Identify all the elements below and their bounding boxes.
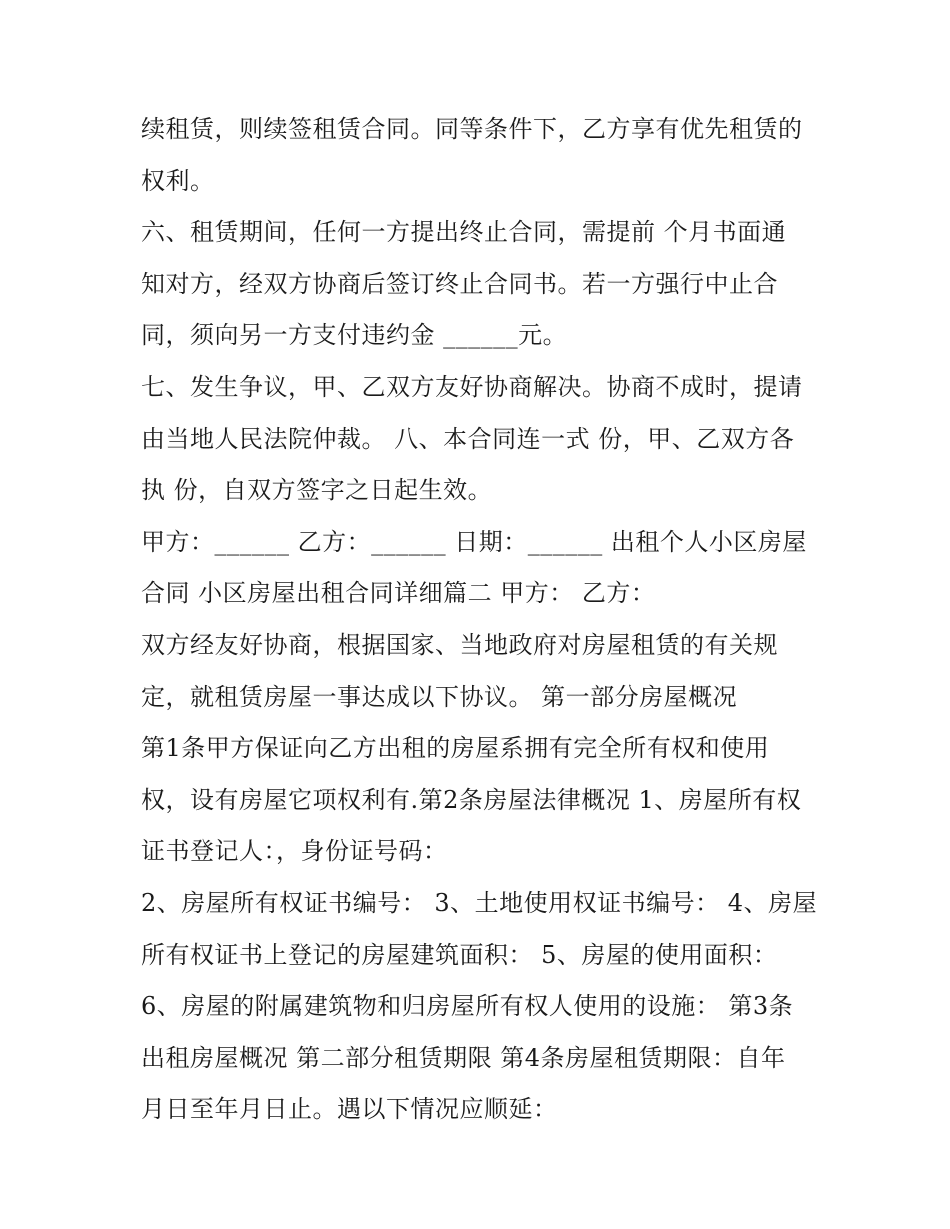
signature-line: 甲方：______ 乙方：______ 日期：______ 出租个人小区房屋	[141, 527, 807, 556]
text-line: 6、房屋的附属建筑物和归房屋所有权人使用的设施： 第3条	[141, 992, 794, 1021]
text-line: 双方经友好协商，根据国家、当地政府对房屋租赁的有关规	[141, 630, 778, 659]
text-line: 合同 小区房屋出租合同详细篇二 甲方： 乙方：	[141, 579, 656, 608]
text-line: 七、发生争议，甲、乙双方友好协商解决。协商不成时，提请	[141, 372, 803, 401]
text-line: 所有权证书上登记的房屋建筑面积： 5、房屋的使用面积：	[141, 940, 778, 969]
text-line: 权利。	[141, 166, 215, 195]
text-line: 第1条甲方保证向乙方出租的房屋系拥有完全所有权和使用	[141, 734, 770, 763]
document-body	[141, 104, 821, 1136]
text-line: 月日至年月日止。遇以下情况应顺延：	[141, 1095, 558, 1124]
text-line: 证书登记人：，身份证号码：	[141, 837, 448, 866]
text-line: 执 份，自双方签字之日起生效。	[141, 476, 493, 505]
text-line: 权，设有房屋它项权利有.第2条房屋法律概况 1、房屋所有权	[141, 785, 802, 814]
text-line: 2、房屋所有权证书编号： 3、土地使用权证书编号： 4、房屋	[141, 888, 818, 917]
text-line: 同，须向另一方支付违约金 ______元。	[141, 321, 568, 350]
text-line: 六、租赁期间，任何一方提出终止合同，需提前 个月书面通	[141, 218, 787, 247]
text-line: 续租赁，则续签租赁合同。同等条件下，乙方享有优先租赁的	[141, 115, 803, 143]
text-line: 出租房屋概况 第二部分租赁期限 第4条房屋租赁期限：自年	[141, 1043, 786, 1072]
text-line: 知对方，经双方协商后签订终止合同书。若一方强行中止合	[141, 269, 778, 298]
text-line: 定，就租赁房屋一事达成以下协议。 第一部分房屋概况	[141, 682, 738, 711]
text-line: 由当地人民法院仲裁。 八、本合同连一式 份，甲、乙双方各	[141, 424, 795, 453]
